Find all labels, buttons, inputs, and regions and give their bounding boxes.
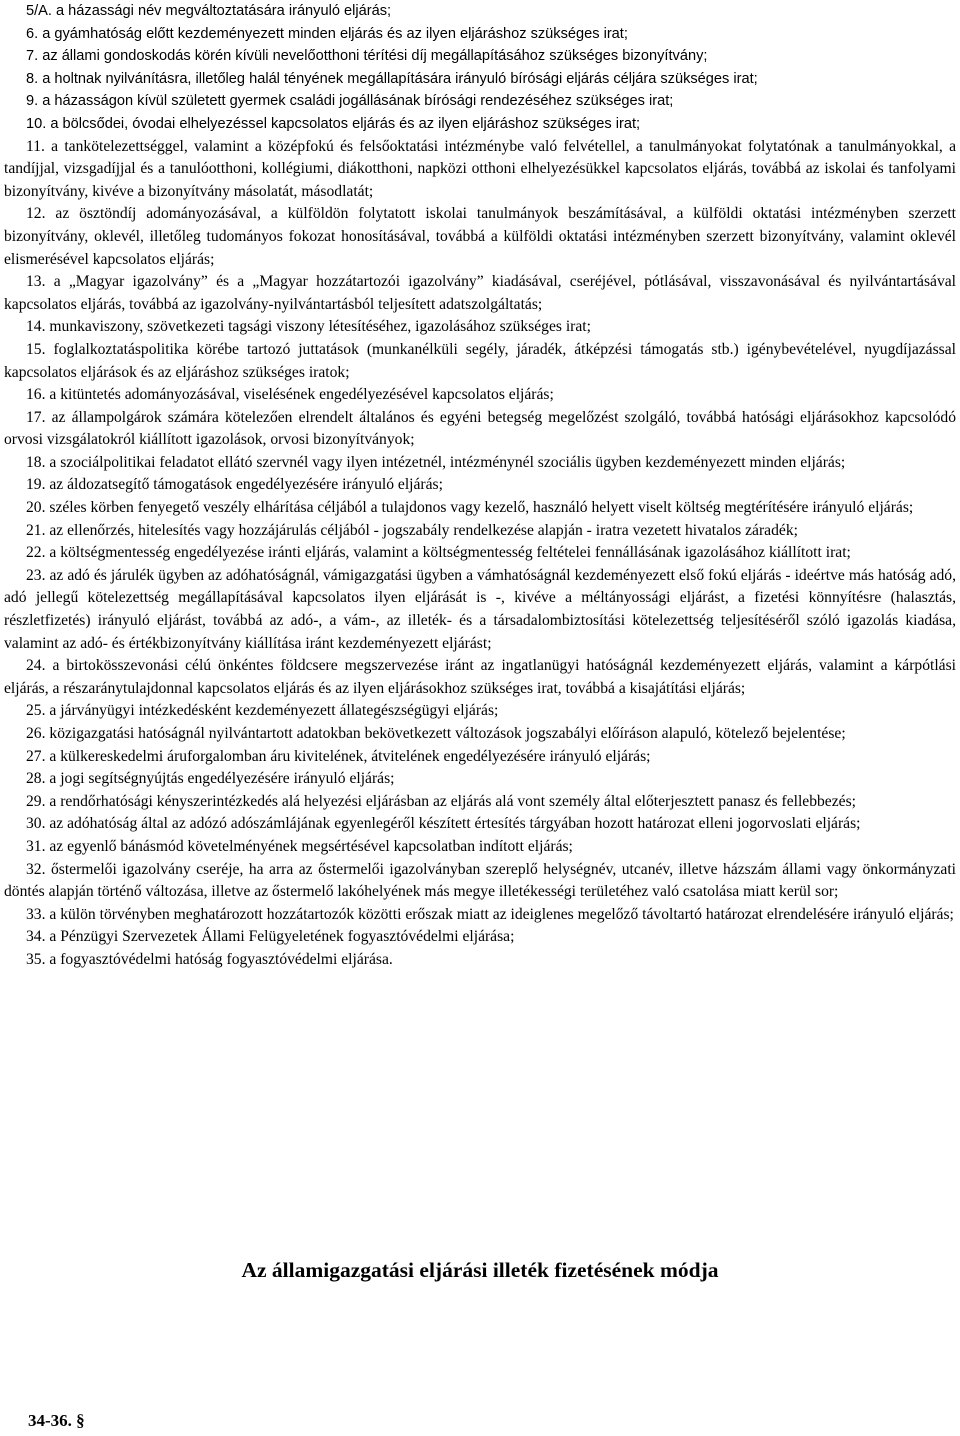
list-item: 7. az állami gondoskodás körén kívüli nevelőotthoni térítési díj megállapításához szükséges bizonyítvány; <box>26 48 708 65</box>
list-item: 13. a „Magyar igazolvány” és a „Magyar hozzátartozói igazolvány” kiadásával, cseréjével, pótlásával, visszavonásával és nyilvántartásával kapcsolatos eljárás, továbbá az igazolvány-nyilvántartásból teljesített adatszolgáltatás; <box>4 273 956 313</box>
section-reference: 34-36. § <box>28 1411 85 1430</box>
list-item: 28. a jogi segítségnyújtás engedélyezésére irányuló eljárás; <box>26 770 395 788</box>
list-item: 14. munkaviszony, szövetkezeti tagsági viszony létesítéséhez, igazolásához szükséges irat; <box>26 318 591 336</box>
list-item: 10. a bölcsődei, óvodai elhelyezéssel kapcsolatos eljárás és az ilyen eljáráshoz szükséges irat; <box>26 115 641 132</box>
list-item: 5/A. a házassági név megváltoztatására irányuló eljárás; <box>26 3 392 19</box>
list-item: 23. az adó és járulék ügyben az adóhatóságnál, vámigazgatási ügyben a vámhatóságnál kezdeményezett első fokú eljárás - ideértve más hatóság adó, adó jellegű kötelezettség megállapításával kapcsolatos ilyen eljárását is -, kivéve a méltányossági eljárást, a fizetési könnyítésre (halasztás, részletfizetés) irányuló eljárást, továbbá az adó-, a vám-, az illeték- és a társadalombiztosítási kötelezettség teljesítéséről szóló igazolás kiadása, valamint az adó- és értékbizonyítvány kiállítása iránt kezdeményezett eljárást; <box>4 566 956 652</box>
list-item: 17. az állampolgárok számára kötelezően elrendelt általános és egyéni betegség megelőzést szolgáló, továbbá hatósági eljárásokhoz kapcsolódó orvosi vizsgálatokról kiállított igazolások, orvosi bizonyítványok; <box>4 408 956 449</box>
list-item: 24. a birtokösszevonási célú önkéntes földcsere megszervezése iránt az ingatlanügyi hatóságnál kezdeményezett eljárás, valamint a kárpótlási eljárás, a részaránytulajdonnal kapcsolatos eljárás és az ilyen eljárásokhoz szükséges irat, továbbá a kisajátítási eljárás; <box>4 657 956 697</box>
list-item: 8. a holtnak nyilvánításra, illetőleg halál tényének megállapítására irányuló bírósági eljárás céljára szükséges irat; <box>26 70 758 87</box>
list-item: 6. a gyámhatóság előtt kezdeményezett minden eljárás és az ilyen eljáráshoz szükséges irat; <box>26 25 628 42</box>
list-item: 27. a külkereskedelmi áruforgalomban áru kivitelének, átvitelének engedélyezésére irányuló eljárás; <box>26 747 651 765</box>
list-item: 21. az ellenőrzés, hitelesítés vagy hozzájárulás céljából - jogszabály rendelkezése alapján - iratra vezetett hivatalos záradék; <box>26 521 798 539</box>
list-item: 33. a külön törvényben meghatározott hozzátartozók közötti erőszak miatt az ideiglenes megelőző távoltartó határozat elrendelésére irányuló eljárás; <box>26 905 954 923</box>
exemption-list <box>4 0 956 972</box>
list-item: 30. az adóhatóság által az adózó adószámlájának egyenlegéről készített értesítés tárgyában hozott határozat elleni jogorvoslati eljárás; <box>26 815 861 833</box>
list-item: 31. az egyenlő bánásmód követelményének megsértésével kapcsolatban indított eljárás; <box>26 837 573 855</box>
list-item: 12. az ösztöndíj adományozásával, a külföldön folytatott iskolai tanulmányok beszámításával, a külföldi oktatási intézményben szerzett bizonyítvány, oklevél, illetőleg tudományos fokozat honosításával, továbbá a külföldi oktatási intézményben szerzett bizonyítvány, valamint oklevél elismerésével kapcsolatos eljárás; <box>4 205 956 268</box>
list-item: 15. foglalkoztatáspolitika körébe tartozó juttatások (munkanélküli segély, járadék, átképzési támogatás stb.) igénybevételével, nyugdíjazással kapcsolatos eljárások és az eljáráshoz szükséges iratok; <box>4 340 956 381</box>
list-item: 9. a házasságon kívül született gyermek családi jogállásának bírósági rendezéséhez szükséges irat; <box>26 93 674 110</box>
list-item: 18. a szociálpolitikai feladatot ellátó szervnél vagy ilyen intézetnél, intézménynél szociális ügyben kezdeményezett minden eljárás; <box>26 453 846 471</box>
list-item: 29. a rendőrhatósági kényszerintézkedés alá helyezési eljárásban az eljárás alá vont személy által előterjesztett panasz és fellebbezés; <box>26 792 856 810</box>
list-item: 20. széles körben fenyegető veszély elhárítása céljából a tulajdonos vagy kezelő, használó helyett viselt költség megtérítésére irányuló eljárás; <box>26 499 914 517</box>
list-item: 34. a Pénzügyi Szervezetek Állami Felügyeletének fogyasztóvédelmi eljárása; <box>26 928 515 946</box>
list-item: 22. a költségmentesség engedélyezése iránti eljárás, valamint a költségmentesség feltételei fennállásának igazolásához kiállított irat; <box>26 544 851 562</box>
list-item: 19. az áldozatsegítő támogatások engedélyezésére irányuló eljárás; <box>26 476 443 494</box>
list-item: 11. a tankötelezettséggel, valamint a középfokú és felsőoktatási intézménybe való felvétellel, a tanulmányokat folytatónak a tanulmányokkal, a tandíjjal, vizsgadíjjal és a tanulóotthoni, kollégiumi, diákotthoni, napközi otthoni elhelyezésükkel kapcsolatos eljárás, továbbá az iskolai és tanfolyami bizonyítvány, kivéve a bizonyítvány másolatát, másodlatát; <box>4 137 956 200</box>
list-item: 25. a járványügyi intézkedésként kezdeményezett állategészségügyi eljárás; <box>26 702 499 720</box>
list-item: 26. közigazgatási hatóságnál nyilvántartott adatokban bekövetkezett változások jogszabályi előíráson alapuló, kötelező bejelentése; <box>26 725 846 742</box>
list-item: 32. őstermelői igazolvány cseréje, ha arra az őstermelői igazolványban szereplő helységnév, utcanév, illetve házszám állami vagy önkormányzati döntés alapján történő változása, illetve az őstermelő lakóhelyének más megye illetékességi területéhez való csatolása miatt kerül sor; <box>4 860 956 901</box>
list-item: 35. a fogyasztóvédelmi hatóság fogyasztóvédelmi eljárása. <box>26 950 393 968</box>
section-heading: Az államigazgatási eljárási illeték fizetésének módja <box>241 1258 719 1282</box>
list-item: 16. a kitüntetés adományozásával, viselésének engedélyezésével kapcsolatos eljárás; <box>26 386 554 404</box>
